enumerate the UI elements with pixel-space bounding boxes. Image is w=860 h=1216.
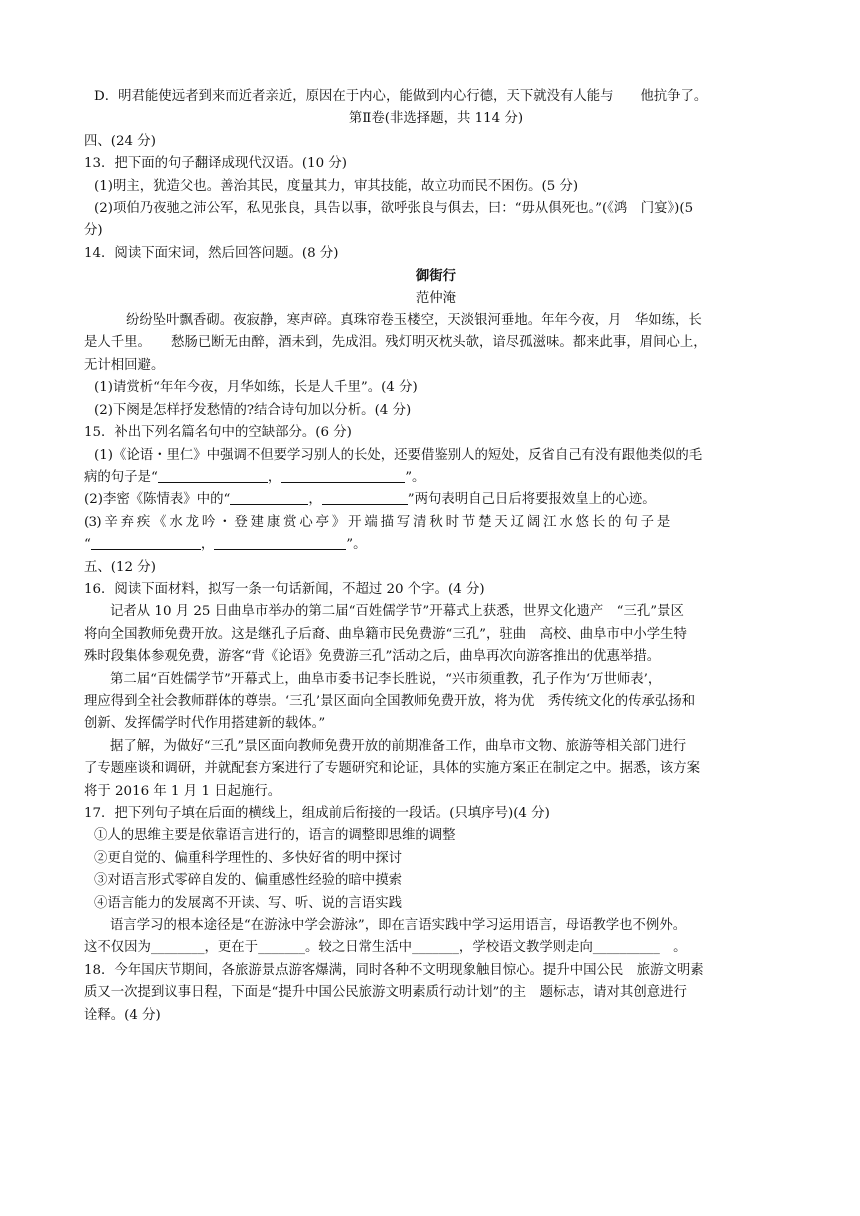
q13-sentence-1: (1)明主，犹造父也。善治其民，度量其力，审其技能，故立功而民不困伤。(5 分) [94, 178, 579, 194]
q15-stem: 15．补出下列名篇名句中的空缺部分。(6 分) [84, 425, 352, 441]
q16-paragraph-line: 殊时段集体参观免费，游客“背《论语》免费游三孔”活动之后，曲阜再次向游客推出的优惠举措。 [84, 649, 661, 665]
q16-paragraph-line: 创新、发挥儒学时代作用搭建新的载体。” [84, 716, 326, 732]
blank-sep: ， [308, 492, 322, 508]
fill-blank[interactable] [158, 468, 268, 483]
q17-option-2: ②更自觉的、偏重科学理性的、多快好省的明中探讨 [94, 850, 402, 866]
q18-line: 18．今年国庆节期间，各旅游景点游客爆满，同时各种不文明现象触目惊心。提升中国公民 旅游文明素 [84, 962, 704, 978]
exam-page [84, 86, 788, 1027]
blank-suffix: ”。 [346, 537, 367, 553]
q14-stem: 14．阅读下面宋词，然后回答问题。(8 分) [84, 245, 339, 261]
fill-blank[interactable] [91, 535, 201, 550]
poem-line: 无计相回避。 [84, 357, 165, 373]
poem-line: 是人千里。 愁肠已断无由醉，酒未到，先成泪。残灯明灭枕头欹，谙尽孤滋味。都来此事，眉间心上， [84, 335, 707, 351]
fill-blank[interactable] [281, 468, 405, 483]
poem-author: 范仲淹 [415, 290, 457, 306]
q13-sentence-2: (2)项伯乃夜驰之沛公军，私见张良，具告以事，欲呼张良与俱去，曰：“毋从俱死也。”(《鸿 门宴》)(5 [94, 201, 694, 217]
q17-option-4: ④语言能力的发展离不开读、写、听、说的言语实践 [94, 895, 402, 911]
q16-stem: 16．阅读下面材料，拟写一条一句话新闻，不超过 20 个字。(4 分) [84, 581, 485, 597]
q17-stem: 17．把下列句子填在后面的横线上，组成前后衔接的一段话。(只填序号)(4 分) [84, 806, 550, 821]
q17-paragraph-line: 语言学习的根本途径是“在游泳中学会游泳”，即在言语实践中学习运用语言，母语教学也不例外。 [110, 918, 687, 934]
blank-suffix: ”。 [405, 469, 426, 485]
poem-title: 御街行 [415, 268, 457, 285]
q15-item-1-blanks [84, 467, 788, 489]
q16-paragraph-line: 将向全国教师免费开放。这是继孔子后裔、曲阜籍市民免费游“三孔”，驻曲 高校、曲阜市中小学生特 [84, 626, 687, 642]
q17-option-3: ③对语言形式零碎自发的、偏重感性经验的暗中摸索 [94, 873, 402, 889]
section-4-header: 四、(24 分) [84, 133, 156, 149]
q13-sentence-2-cont: 分) [84, 223, 103, 239]
q15-item-2 [84, 489, 788, 511]
q18-line: 质又一次提到议事日程，下面是“提升中国公民旅游文明素质行动计划”的主 题标志，请对其创意进行 [84, 985, 687, 1001]
q17-paragraph-line: 这不仅因为________，更在于_______。较之日常生活中_______，学校语文教学则走向__________ 。 [84, 940, 687, 956]
q16-paragraph-line: 第二届“百姓儒学节”开幕式上，曲阜市委书记李长胜说，“兴市须重教，孔子作为‘万世师表’， [110, 671, 662, 687]
blank-prefix: 病的句子是“ [84, 469, 158, 485]
blank-prefix: (2)李密《陈情表》中的“ [84, 492, 231, 508]
blank-prefix: “ [84, 537, 91, 553]
q13-stem: 13．把下面的句子翻译成现代汉语。(10 分) [84, 156, 348, 172]
fill-blank[interactable] [230, 490, 308, 505]
q16-paragraph-line: 将于 2016 年 1 月 1 日起施行。 [84, 783, 282, 799]
q12-option-d: D．明君能使远者到来而近者亲近，原因在于内心，能做到内心行德，天下就没有人能与 他抗争了。 [94, 89, 708, 104]
q17-option-1: ①人的思维主要是依靠语言进行的，语言的调整即思维的调整 [94, 828, 456, 844]
q15-item-1: (1)《论语・里仁》中强调不但要学习别人的长处，还要借鉴别人的短处，反省自己有没有跟他类似的毛 [94, 447, 703, 463]
fill-blank[interactable] [214, 535, 346, 550]
q16-paragraph-line: 记者从 10 月 25 日曲阜市举办的第二届“百姓儒学节”开幕式上获悉，世界文化遗产 “三孔”景区 [110, 604, 684, 620]
q15-item-3: (3) 辛 弃 疾 《 水 龙 吟 ・ 登 建 康 赏 心 亭 》 开 端 描 写 清 秋 时 节 楚 天 辽 阔 江 水 悠 长 的 句 子 是 [84, 514, 670, 530]
poem-line: 纷纷坠叶飘香砌。夜寂静，寒声碎。真珠帘卷玉楼空，天淡银河垂地。年年今夜，月 华如练，长 [126, 313, 702, 329]
blank-suffix: ”两句表明自己日后将要报效皇上的心迹。 [407, 492, 656, 508]
q16-paragraph-line: 据了解，为做好“三孔”景区面向教师免费开放的前期准备工作，曲阜市文物、旅游等相关部门进行 [110, 738, 687, 754]
fill-blank[interactable] [322, 490, 408, 505]
q14-sub-2: (2)下阕是怎样抒发愁情的?结合诗句加以分析。(4 分) [94, 402, 412, 418]
q18-line: 诠释。(4 分) [84, 1007, 161, 1023]
section-5-header: 五、(12 分) [84, 559, 156, 575]
q15-item-3-blanks [84, 534, 788, 556]
volume-2-title: 第Ⅱ卷(非选择题，共 114 分) [348, 111, 524, 127]
q14-sub-1: (1)请赏析“年年今夜，月华如练，长是人千里”。(4 分) [94, 380, 418, 396]
blank-sep: ， [200, 537, 215, 553]
q16-paragraph-line: 理应得到全社会教师群体的尊崇。‘三孔’景区面向全国教师免费开放，将为优 秀传统文化的传承弘扬和 [84, 693, 696, 709]
blank-sep: ， [267, 469, 282, 485]
q16-paragraph-line: 了专题座谈和调研，并就配套方案进行了专题研究和论证，具体的实施方案正在制定之中。据悉，该方案 [84, 761, 700, 777]
